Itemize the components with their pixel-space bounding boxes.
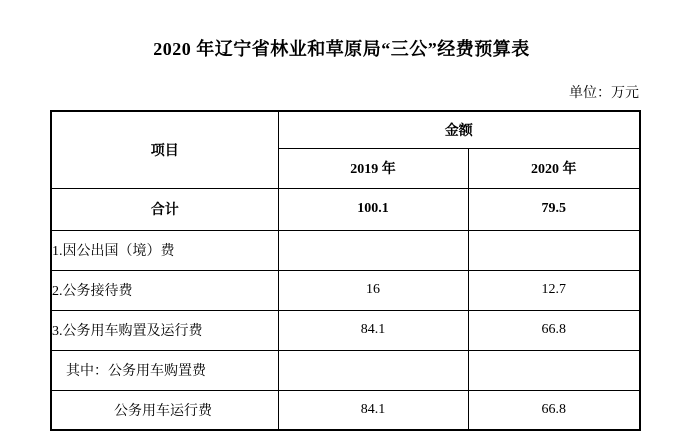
row-label: 3.公务用车购置及运行费	[51, 310, 278, 350]
row-label: 2.公务接待费	[51, 270, 278, 310]
value-2019	[278, 230, 468, 270]
table-row-vehicle-purchase	[51, 350, 640, 390]
header-year-2019: 2019 年	[278, 148, 468, 188]
value-2020	[468, 230, 640, 270]
row-label: 其中：公务用车购置费	[51, 350, 278, 390]
unit-label: 单位：万元	[569, 86, 639, 101]
table-row-total	[51, 188, 640, 230]
row-label: 合计	[51, 188, 278, 230]
table-header-row-1	[51, 111, 640, 148]
value-2019	[278, 350, 468, 390]
header-amount: 金额	[278, 111, 640, 148]
value-2019: 16	[278, 270, 468, 310]
value-2019: 100.1	[278, 188, 468, 230]
row-label: 1.因公出国（境）费	[51, 230, 278, 270]
table-row-vehicle-operation	[51, 390, 640, 430]
row-label: 公务用车运行费	[51, 390, 278, 430]
header-item: 项目	[51, 111, 278, 188]
header-year-2020: 2020 年	[468, 148, 640, 188]
budget-table	[50, 110, 641, 431]
page-title: 2020 年辽宁省林业和草原局“三公”经费预算表	[153, 39, 530, 59]
value-2019: 84.1	[278, 390, 468, 430]
value-2020: 66.8	[468, 390, 640, 430]
table-row-vehicle-total	[51, 310, 640, 350]
table-row-reception	[51, 270, 640, 310]
value-2020: 12.7	[468, 270, 640, 310]
value-2019: 84.1	[278, 310, 468, 350]
value-2020: 66.8	[468, 310, 640, 350]
value-2020	[468, 350, 640, 390]
table-row-abroad	[51, 230, 640, 270]
value-2020: 79.5	[468, 188, 640, 230]
